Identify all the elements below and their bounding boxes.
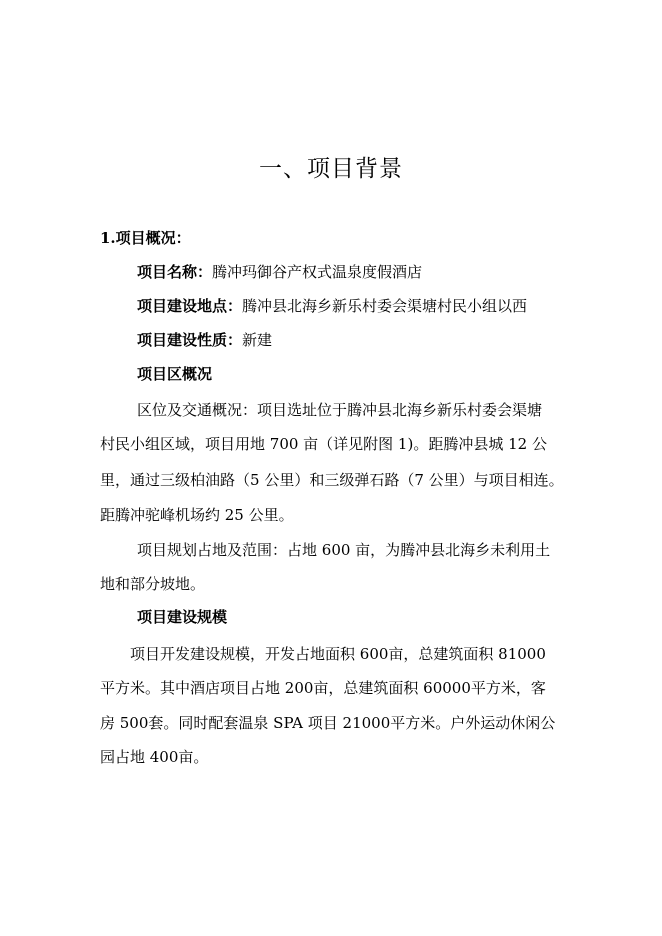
project-name-value: 腾冲玛御谷产权式温泉度假酒店: [212, 263, 423, 281]
paragraph-line: 地和部分坡地。: [100, 575, 206, 593]
nature-value: 新建: [242, 331, 273, 349]
page-title: 一、项目背景: [259, 156, 403, 182]
location-label: 项目建设地点：: [137, 297, 243, 315]
area-heading: 项目区概况: [137, 365, 213, 383]
location-row: [137, 296, 527, 316]
paragraph-line: 距腾冲驼峰机场约 25 公里。: [100, 506, 294, 524]
scale-heading: 项目建设规模: [137, 608, 228, 626]
paragraph-line: 园占地 400亩。: [100, 748, 209, 766]
project-name-row: [137, 262, 422, 282]
paragraph-line: 区位及交通概况：项目选址位于腾冲县北海乡新乐村委会渠塘: [137, 401, 543, 419]
paragraph-line: 村民小组区域，项目用地 700 亩（详见附图 1)。距腾冲县城 12 公: [100, 435, 547, 453]
nature-label: 项目建设性质：: [137, 331, 243, 349]
paragraph-line: 项目开发建设规模，开发占地面积 600亩，总建筑面积 81000: [130, 645, 546, 663]
section-heading: 1.项目概况：: [100, 229, 191, 247]
paragraph-line: 里，通过三级柏油路（5 公里）和三级弹石路（7 公里）与项目相连。: [100, 471, 564, 489]
paragraph-line: 项目规划占地及范围：占地 600 亩，为腾冲县北海乡未利用土: [137, 541, 551, 559]
nature-row: [137, 330, 272, 350]
project-name-label: 项目名称：: [137, 263, 213, 281]
paragraph-line: 房 500套。同时配套温泉 SPA 项目 21000平方米。户外运动休闲公: [100, 714, 556, 732]
paragraph-line: 平方米。其中酒店项目占地 200亩，总建筑面积 60000平方米，客: [100, 679, 546, 697]
location-value: 腾冲县北海乡新乐村委会渠塘村民小组以西: [242, 297, 528, 315]
